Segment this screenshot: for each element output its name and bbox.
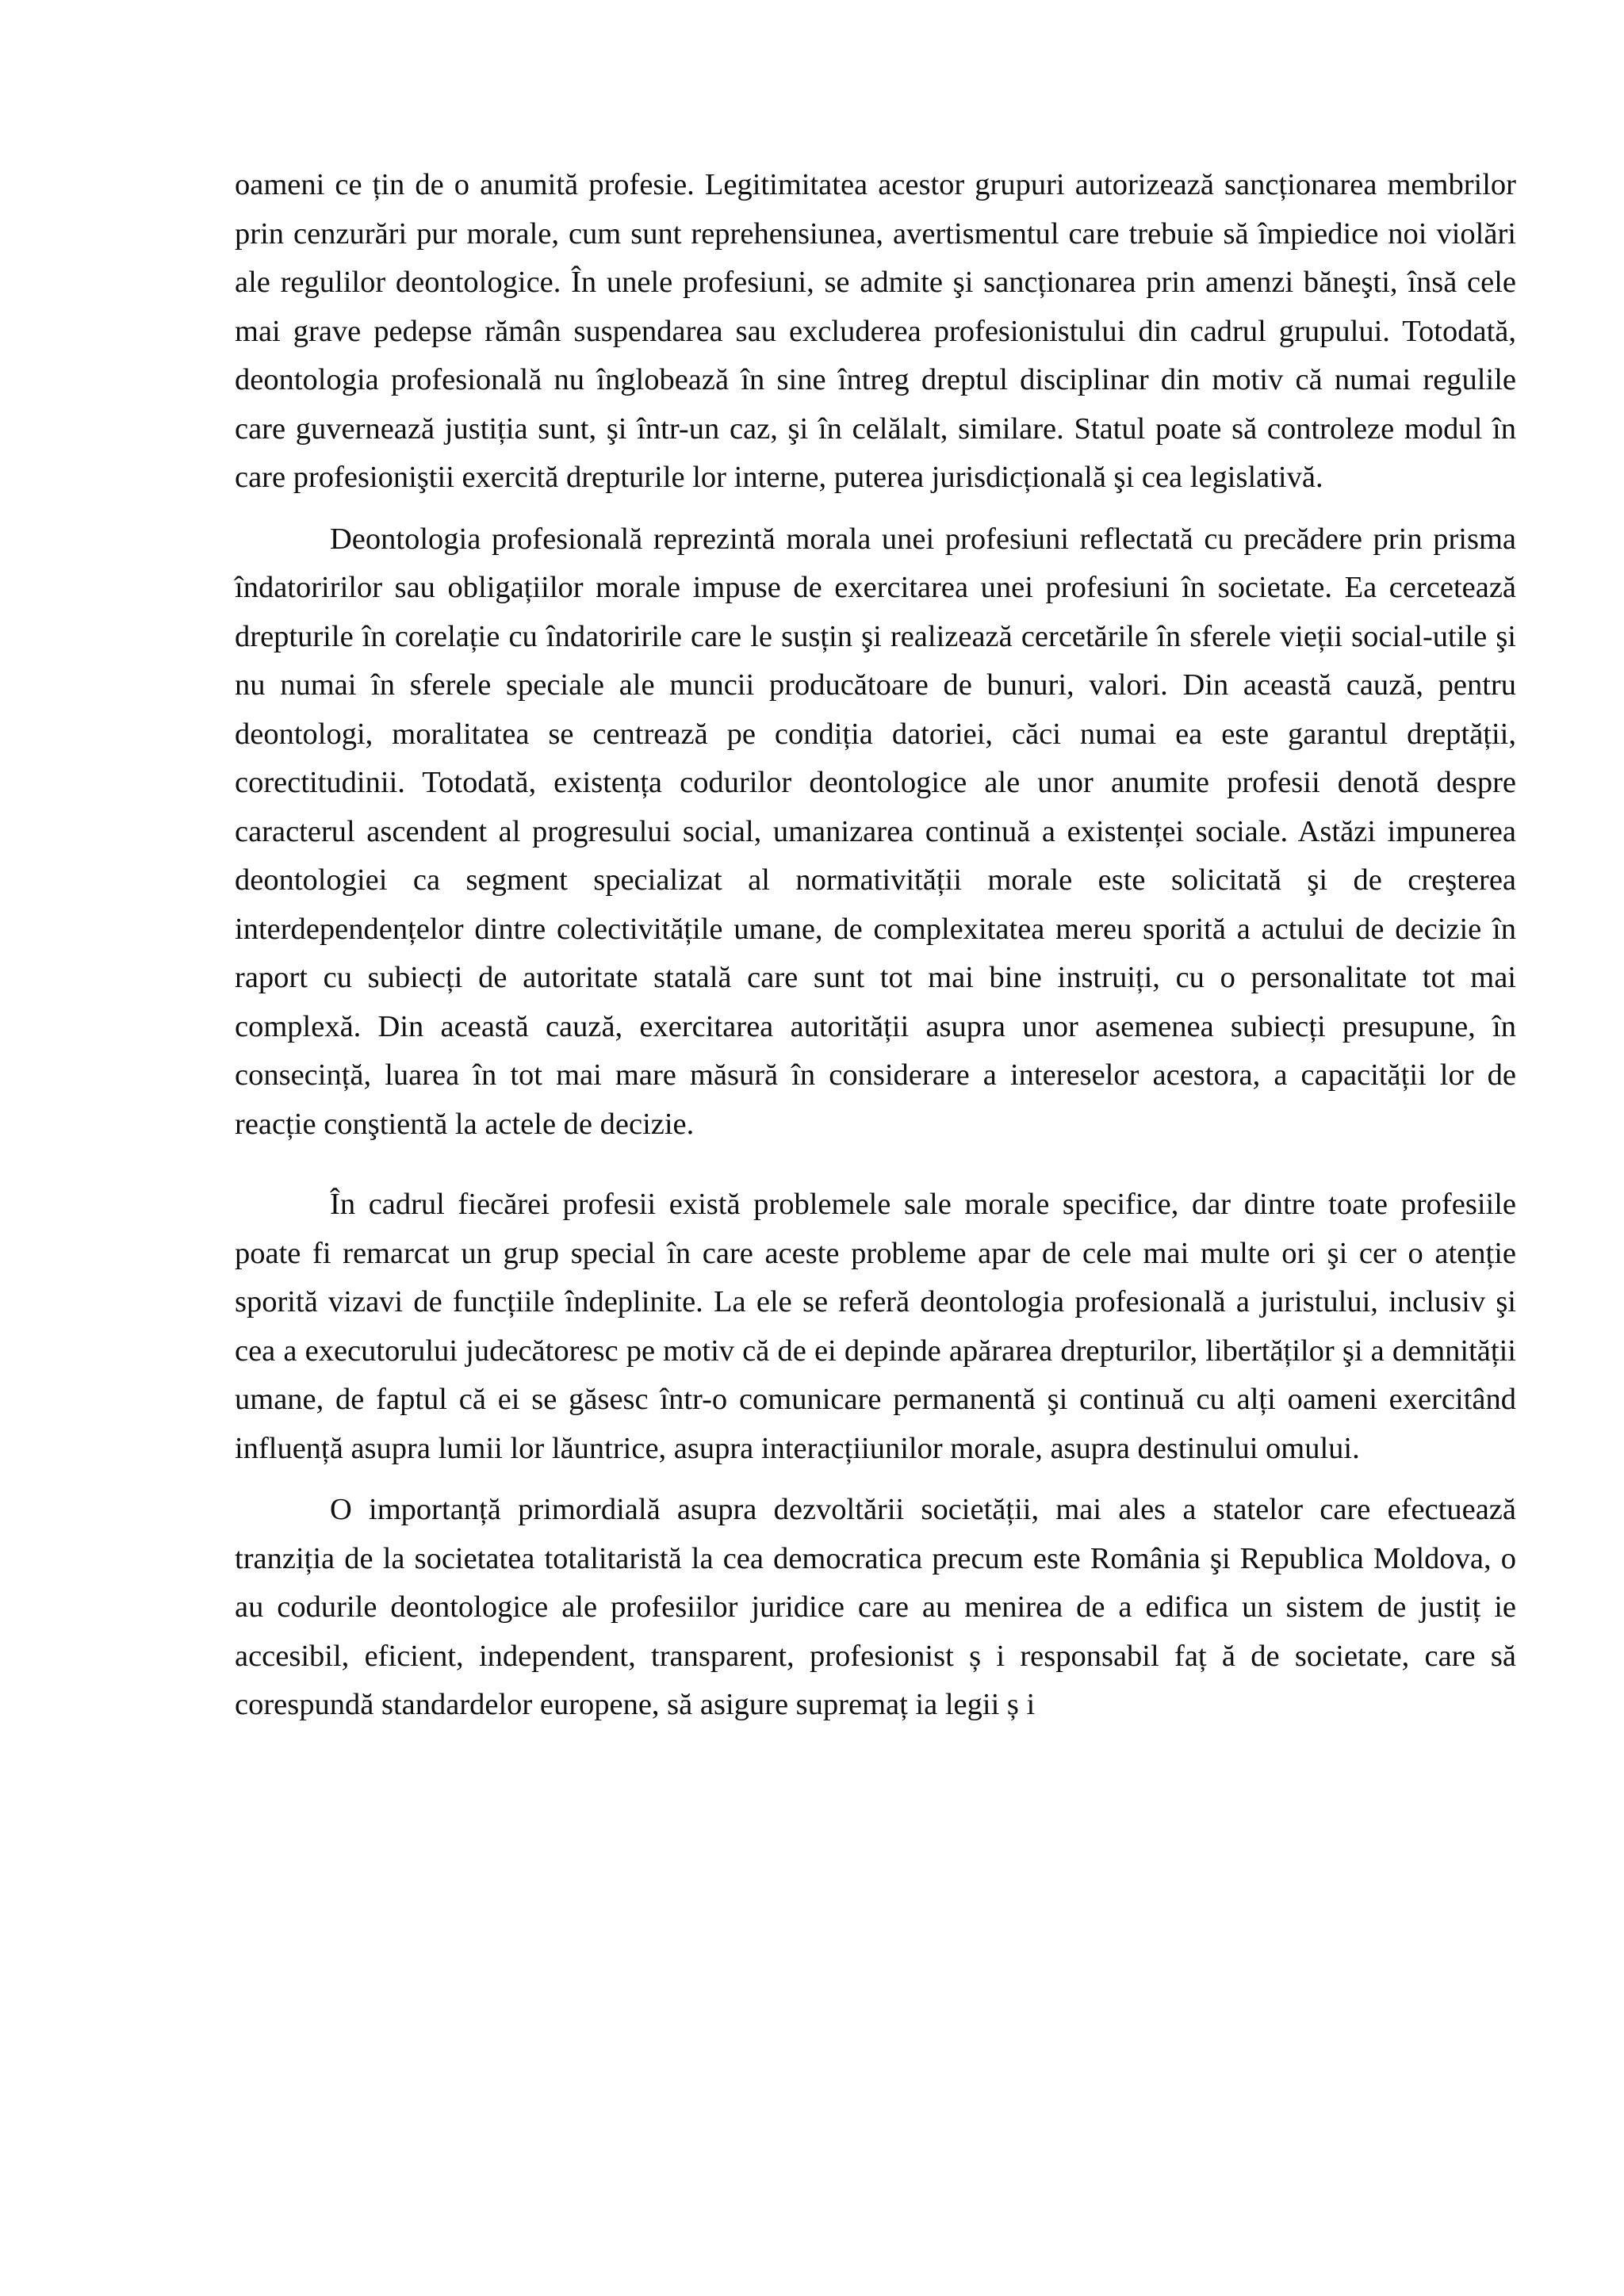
paragraph-4: O importanță primordială asupra dezvoltării societății, mai ales a statelor care efectuează tranziția de la societatea totalitaristă la cea democratica precum este România şi Republica Moldova, o au codurile deontologice ale profesiilor juridice care au menirea de a edifica un sistem de justiț ie accesibil, eficient, independent, transparent, profesionist ș i responsabil faț ă de societate, care să corespundă standardelor europene, să asigure supremaț ia legii ș i xyxy=(235,1493,1516,1721)
paragraph-3: În cadrul fiecărei profesii există problemele sale morale specifice, dar dintre toate profesiile poate fi remarcat un grup special în care aceste probleme apar de cele mai multe ori şi cer o atenție sporită vizavi de funcțiile îndeplinite. La ele se referă deontologia profesională a juristului, inclusiv şi cea a executorului judecătoresc pe motiv că de ei depinde apărarea drepturilor, libertăților şi a demnității umane, de faptul că ei se găsesc într-o comunicare permanentă şi continuă cu alți oameni exercitând influență asupra lumii lor lăuntrice, asupra interacțiiunilor morale, asupra destinului omului. xyxy=(235,1188,1516,1465)
document-body xyxy=(235,151,1516,1730)
paragraph-1: oameni ce țin de o anumită profesie. Legitimitatea acestor grupuri autorizează sancționarea membrilor prin cenzurări pur morale, cum sunt reprehensiunea, avertismentul care trebuie să împiedice noi violări ale regulilor deontologice. În unele profesiuni, se admite şi sancționarea prin amenzi băneşti, însă cele mai grave pedepse rămân suspendarea sau excluderea profesionistului din cadrul grupului. Totodată, deontologia profesională nu înglobează în sine întreg dreptul disciplinar din motiv că numai regulile care guvernează justiția sunt, şi într-un caz, şi în celălalt, similare. Statul poate să controleze modul în care profesioniştii exercită drepturile lor interne, puterea jurisdicțională şi cea legislativă. xyxy=(235,168,1516,494)
paragraph-2: Deontologia profesională reprezintă morala unei profesiuni reflectată cu precădere prin prisma îndatoririlor sau obligațiilor morale impuse de exercitarea unei profesiuni în societate. Ea cercetează drepturile în corelație cu îndatoririle care le susțin şi realizează cercetările în sferele vieții social-utile şi nu numai în sferele speciale ale muncii producătoare de bunuri, valori. Din această cauză, pentru deontologi, moralitatea se centrează pe condiția datoriei, căci numai ea este garantul dreptății, corectitudinii. Totodată, existența codurilor deontologice ale unor anumite profesii denotă despre caracterul ascendent al progresului social, umanizarea continuă a existenței sociale. Astăzi impunerea deontologiei ca segment specializat al normativității morale este solicitată şi de creşterea interdependențelor dintre colectivitățile umane, de complexitatea mereu sporită a actului de decizie în raport cu subiecți de autoritate statală care sunt tot mai bine instruiți, cu o personalitate tot mai complexă. Din această cauză, exercitarea autorității asupra unor asemenea subiecți presupune, în consecință, luarea în tot mai mare măsură în considerare a intereselor acestora, a capacității lor de reacție conştientă la actele de decizie. xyxy=(235,522,1516,1141)
